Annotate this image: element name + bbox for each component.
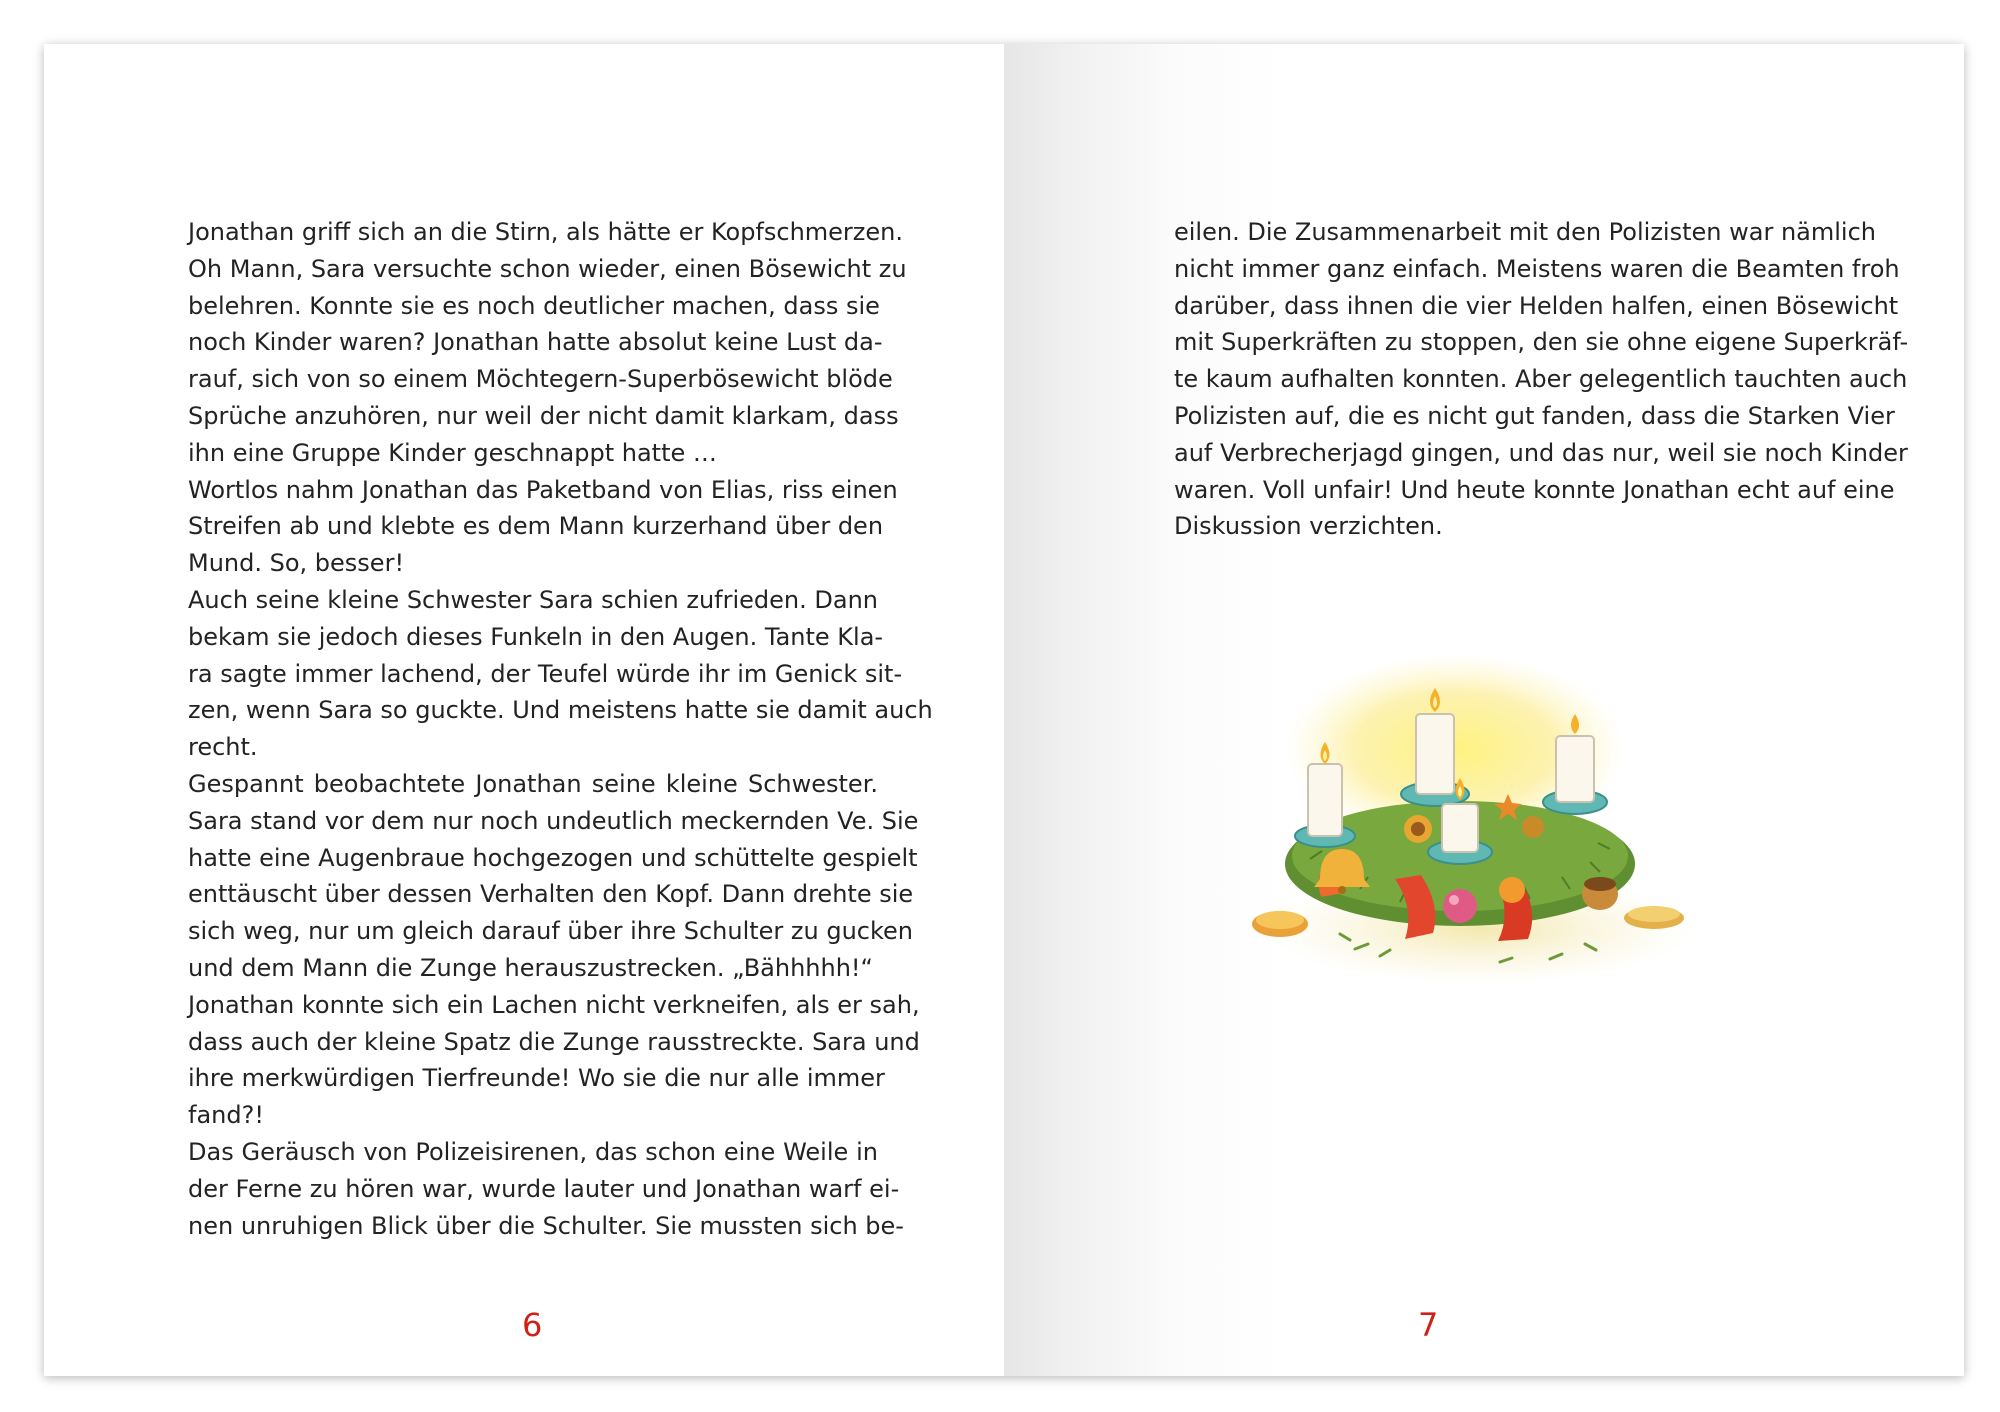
text-line: Mund. So, besser! (188, 549, 405, 578)
text-line: rauf, sich von so einem Möchtegern-Superbösewicht blöde (188, 365, 893, 394)
text-line: bekam sie jedoch dieses Funkeln in den Augen. Tante Kla- (188, 622, 884, 651)
text-line: fand?! (188, 1101, 264, 1130)
text-line: Jonathan konnte sich ein Lachen nicht verkneifen, als er sah, (188, 990, 920, 1019)
text-line: hatte eine Augenbraue hochgezogen und schüttelte gespielt (188, 843, 918, 872)
text-line: ihn eine Gruppe Kinder geschnappt hatte … (188, 438, 717, 467)
text-line: auf Verbrecherjagd gingen, und das nur, weil sie noch Kinder (1174, 438, 1908, 467)
right-page-text (1174, 214, 1909, 545)
text-line: Sara stand vor dem nur noch undeutlich meckernden Ve. Sie (188, 806, 919, 835)
text-line: belehren. Konnte sie es noch deutlicher machen, dass sie (188, 291, 880, 320)
text-line: Streifen ab und klebte es dem Mann kurzerhand über den (188, 512, 884, 541)
text-line: ihre merkwürdigen Tierfreunde! Wo sie die nur alle immer (188, 1064, 885, 1093)
text-line: noch Kinder waren? Jonathan hatte absolut keine Lust da- (188, 328, 883, 357)
text-line: ra sagte immer lachend, der Teufel würde ihr im Genick sit- (188, 659, 903, 688)
page-number: 6 (522, 1306, 543, 1344)
advent-wreath-illustration (1250, 644, 1710, 1004)
text-line: Jonathan griff sich an die Stirn, als hätte er Kopfschmerzen. (188, 218, 903, 246)
text-line: Oh Mann, Sara versuchte schon wieder, einen Bösewicht zu (188, 254, 907, 283)
text-line: mit Superkräften zu stoppen, den sie ohne eigene Superkräf- (1174, 328, 1909, 357)
text-line: enttäuscht über dessen Verhalten den Kopf. Dann drehte sie (188, 880, 914, 909)
text-line: Polizisten auf, die es nicht gut fanden, dass die Starken Vier (1174, 401, 1895, 430)
text-line: recht. (188, 733, 258, 762)
text-line: und dem Mann die Zunge herauszustrecken. „Bähhhhh!“ (188, 953, 873, 982)
text-line: Wortlos nahm Jonathan das Paketband von Elias, riss einen (188, 475, 898, 504)
text-line: eilen. Die Zusammenarbeit mit den Polizisten war nämlich (1174, 218, 1876, 246)
text-line: Gespannt beobachtete Jonathan seine kleine Schwester. (188, 769, 878, 798)
left-page-text (188, 214, 933, 1244)
book-spread (44, 44, 1964, 1376)
text-line: darüber, dass ihnen die vier Helden halfen, einen Bösewicht (1174, 291, 1899, 320)
text-line: nicht immer ganz einfach. Meistens waren die Beamten froh (1174, 254, 1900, 283)
text-line: Das Geräusch von Polizeisirenen, das schon eine Weile in (188, 1137, 878, 1166)
text-line: te kaum aufhalten konnten. Aber gelegentlich tauchten auch (1174, 365, 1908, 394)
text-line: Auch seine kleine Schwester Sara schien zufrieden. Dann (188, 585, 878, 614)
left-page (44, 44, 1004, 1376)
text-line: Diskussion verzichten. (1174, 512, 1443, 541)
text-line: waren. Voll unfair! Und heute konnte Jonathan echt auf eine (1174, 475, 1895, 504)
text-line: sich weg, nur um gleich darauf über ihre Schulter zu gucken (188, 917, 914, 946)
page-number: 7 (1418, 1306, 1439, 1344)
text-line: dass auch der kleine Spatz die Zunge rausstreckte. Sara und (188, 1027, 920, 1056)
right-page (1004, 44, 1964, 1376)
text-line: der Ferne zu hören war, wurde lauter und Jonathan warf ei- (188, 1174, 900, 1203)
text-line: Sprüche anzuhören, nur weil der nicht damit klarkam, dass (188, 401, 899, 430)
text-line: nen unruhigen Blick über die Schulter. Sie mussten sich be- (188, 1211, 904, 1240)
text-line: zen, wenn Sara so guckte. Und meistens hatte sie damit auch (188, 696, 933, 725)
